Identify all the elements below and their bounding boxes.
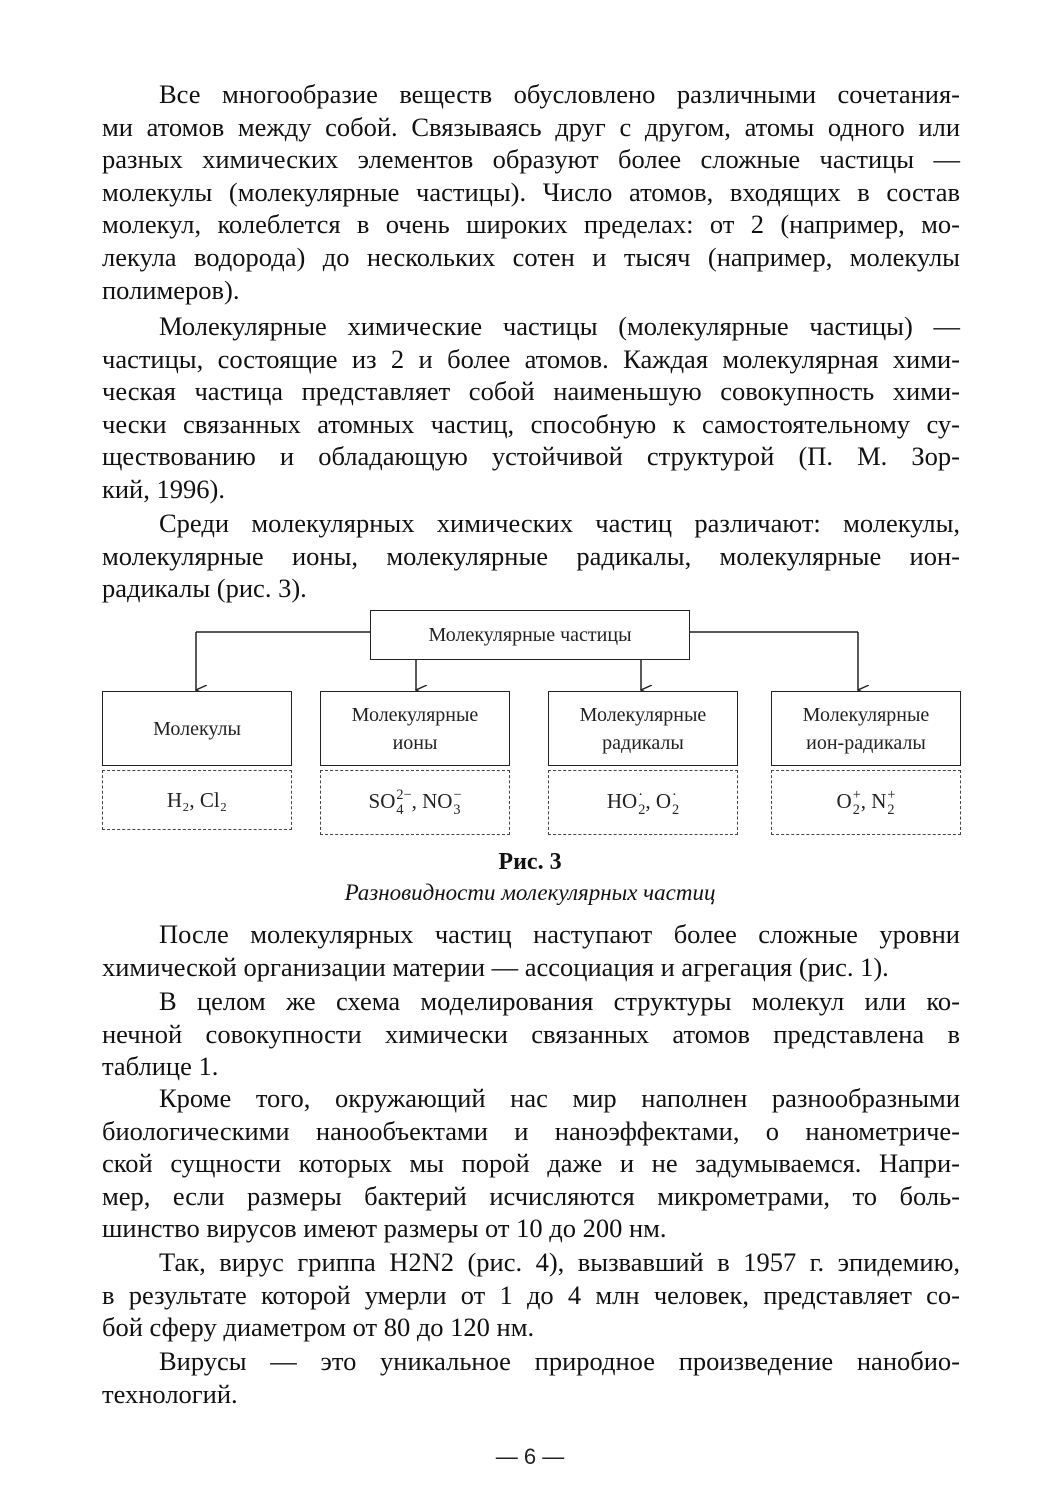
paragraph-1 [102,78,960,306]
text-line: разных химических элементов образуют более сложные частицы — [102,144,960,175]
example-box-molecules [102,770,292,830]
formula-part: , O [645,788,671,813]
category-box-molecular-ion-radicals [771,691,961,766]
text-line: таблице 1. [102,1051,219,1082]
text-line: Молекулярные химические частицы (молекулярные частицы) — [159,311,960,341]
paragraph-3 [102,507,960,605]
example-box-radicals [548,770,738,835]
formula-sup: + [852,787,861,804]
paragraph-8 [102,1345,960,1410]
category-label-line2: ион-радикалы [806,731,926,754]
text-line: мер, если размеры бактерий исчисляются микрометрами, то боль- [102,1180,960,1211]
formula-sup: · [672,787,677,804]
root-box [370,610,690,660]
formula-sub: 2 [852,802,860,819]
text-line: Вирусы — это уникальное природное произведение нанобио- [159,1346,960,1376]
formula-sub: 2 [638,802,646,819]
text-line: В целом же схема моделирования структуры молекул или ко- [159,986,960,1016]
formula-sub: 2 [672,802,680,819]
text-line: молекулярные ионы, молекулярные радикалы, молекулярные ион- [102,540,960,571]
category-label: Молекулы [153,717,241,740]
text-line: кий, 1996). [102,473,225,504]
text-line: лекула водорода) до нескольких сотен и тысяч (например, молекулы [102,241,960,272]
text-line: ческая частица представляет собой наименьшую совокупность хими- [102,376,960,407]
formula-part: O [836,788,852,813]
formula-sup: · [638,787,643,804]
text-line: ществованию и обладающую устойчивой структурой (П. М. Зор- [102,441,960,472]
formula-sub: 4 [396,802,404,819]
root-label: Молекулярные частицы [428,624,632,646]
paragraph-2 [102,310,960,506]
text-line: радикалы (рис. 3). [102,573,307,604]
category-label-line2: ионы [392,731,438,754]
category-box-molecules [102,691,292,766]
example-box-ions [320,770,510,835]
text-line: технологий. [102,1378,238,1409]
text-line: Все многообразие веществ обусловлено различными сочетания- [159,79,960,109]
example-formula [837,787,896,818]
text-line: После молекулярных частиц наступают более сложные уровни [159,919,960,949]
page-number: — 6 — [495,1444,565,1469]
text-line: полимеров). [102,274,240,305]
formula-part: , N [860,788,887,813]
text-line: чески связанных атомных частиц, способную к самостоятельному су- [102,408,960,439]
example-box-ion-radicals [771,770,961,835]
paragraph-6 [102,1082,960,1245]
category-label-line1: Молекулярные [351,703,479,726]
formula-part: SO [368,788,396,813]
text-line: химической организации материи — ассоциация и агрегация (рис. 1). [102,951,889,982]
example-formula [607,787,679,818]
formula-part: , NO [411,788,453,813]
category-label-line1: Молекулярные [802,703,930,726]
formula-sup: − [453,787,462,804]
text-line: Так, вирус гриппа H2N2 (рис. 4), вызвавший в 1957 г. эпидемию, [159,1247,960,1277]
formula-sup: 2− [396,787,412,804]
category-label-line2: радикалы [602,731,684,754]
category-label-line1: Молекулярные [579,703,707,726]
example-formula [369,787,462,818]
text-line: шинство вирусов имеют размеры от 10 до 200 нм. [102,1213,667,1244]
category-box-molecular-radicals [548,691,738,766]
formula-sub: 2 [887,802,895,819]
formula-sup: + [887,787,896,804]
text-line: нечной совокупности химически связанных атомов представлена в [102,1018,960,1049]
figure-title: Разновидности молекулярных частиц [344,880,716,905]
paragraph-4 [102,918,960,983]
text-line: Среди молекулярных химических частиц различают: молекулы, [159,508,960,538]
text-line: ской сущности которых мы порой даже и не задумываемся. Напри- [102,1148,960,1179]
figure-caption [0,846,1060,908]
paragraph-7 [102,1246,960,1344]
text-line: в результате которой умерли от 1 до 4 млн человек, представляет со- [102,1279,960,1310]
text-line: молекулы (молекулярные частицы). Число атомов, входящих в состав [102,176,960,207]
example-formula: H₂, Cl₂ [166,788,228,812]
text-line: биологическими нанообъектами и наноэффектами, о нанометриче- [102,1115,960,1146]
text-line: частицы, состоящие из 2 и более атомов. Каждая молекулярная хими- [102,343,960,374]
text-line: Кроме того, окружающий нас мир наполнен разнообразными [159,1083,960,1113]
text-line: ми атомов между собой. Связываясь друг с другом, атомы одного или [102,111,960,142]
figure-number: Рис. 3 [498,849,562,875]
formula-part: HO [606,788,638,813]
category-box-molecular-ions [320,691,510,766]
paragraph-5 [102,985,960,1083]
text-line: молекул, колеблется в очень широких пределах: от 2 (например, мо- [102,209,960,240]
formula-sub: 3 [453,802,461,819]
text-line: бой сферу диаметром от 80 до 120 нм. [102,1312,535,1343]
